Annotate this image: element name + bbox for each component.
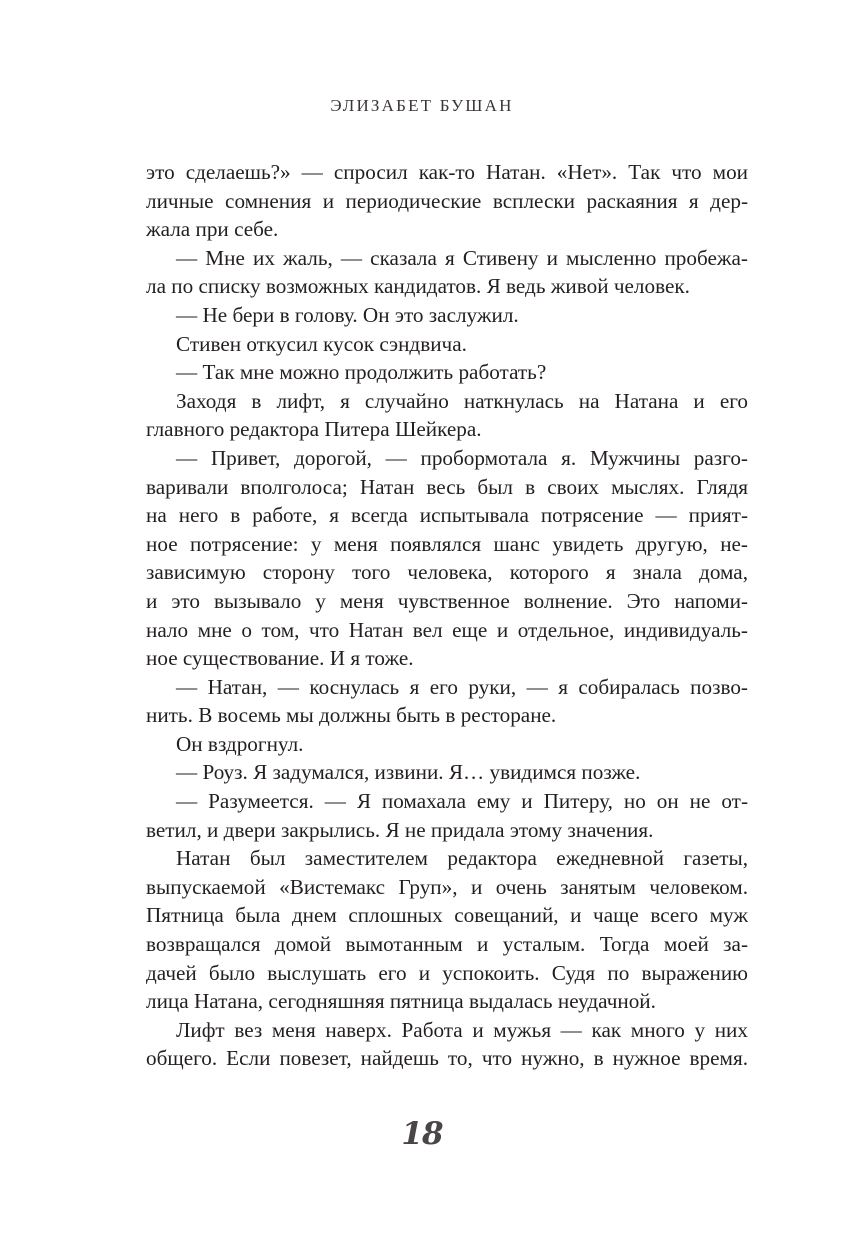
body-text xyxy=(146,158,748,1073)
text-line: ное существование. И я тоже. xyxy=(146,646,414,671)
text-line: — Роуз. Я задумался, извини. Я… увидимся позже. xyxy=(176,760,641,785)
text-line: на него в работе, я всегда испытывала потрясение — прият- xyxy=(146,503,748,528)
text-line: — Привет, дорогой, — пробормотала я. Мужчины разго- xyxy=(176,445,748,470)
text-line: — Разумеется. — Я помахала ему и Питеру, но он не от- xyxy=(176,789,748,814)
running-head: ЭЛИЗАБЕТ БУШАН xyxy=(330,96,514,115)
text-line: жала при себе. xyxy=(146,217,279,242)
text-line: ное потрясение: у меня появлялся шанс увидеть другую, не- xyxy=(146,531,748,556)
text-line: возвращался домой вымотанным и усталым. Тогда моей за- xyxy=(146,932,748,957)
text-line: — Не бери в голову. Он это заслужил. xyxy=(176,302,519,327)
text-line: Пятница была днем сплошных совещаний, и чаще всего муж xyxy=(146,903,748,928)
text-line: ла по списку возможных кандидатов. Я ведь живой человек. xyxy=(146,274,690,299)
text-line: нить. В восемь мы должны быть в ресторане. xyxy=(146,703,557,728)
text-line: это сделаешь?» — спросил как-то Натан. «Нет». Так что мои xyxy=(146,160,748,184)
text-line: Стивен откусил кусок сэндвича. xyxy=(176,331,467,356)
text-line: Лифт вез меня наверх. Работа и мужья — как много у них xyxy=(176,1017,748,1042)
text-line: — Мне их жаль, — сказала я Стивену и мысленно пробежа- xyxy=(176,245,748,270)
text-line: личные сомнения и периодические всплески раскаяния я дер- xyxy=(146,188,748,213)
text-line: выпускаемой «Вистемакс Груп», и очень занятым человеком. xyxy=(146,874,748,899)
text-line: Он вздрогнул. xyxy=(176,731,304,756)
text-line: — Натан, — коснулась я его руки, — я собиралась позво- xyxy=(176,674,748,699)
text-line: ветил, и двери закрылись. Я не придала этому значения. xyxy=(146,817,654,842)
text-line: и это вызывало у меня чувственное волнение. Это напоми- xyxy=(146,588,748,613)
text-line: — Так мне можно продолжить работать? xyxy=(176,360,547,385)
text-line: лица Натана, сегодняшняя пятница выдалась неудачной. xyxy=(146,989,656,1014)
text-line: Натан был заместителем редактора ежедневной газеты, xyxy=(176,846,748,871)
text-line: варивали вполголоса; Натан весь был в своих мыслях. Глядя xyxy=(146,474,748,499)
text-line: дачей было выслушать его и успокоить. Судя по выражению xyxy=(146,960,748,985)
text-line: главного редактора Питера Шейкера. xyxy=(146,417,482,442)
page-number: 18 xyxy=(401,1116,443,1152)
text-line: нало мне о том, что Натан вел еще и отдельное, индивидуаль- xyxy=(146,617,748,642)
text-line: зависимую сторону того человека, которого я знала дома, xyxy=(146,560,748,585)
text-line: Заходя в лифт, я случайно наткнулась на Натана и его xyxy=(176,388,748,413)
text-line: общего. Если повезет, найдешь то, что нужно, в нужное время. xyxy=(146,1046,748,1071)
